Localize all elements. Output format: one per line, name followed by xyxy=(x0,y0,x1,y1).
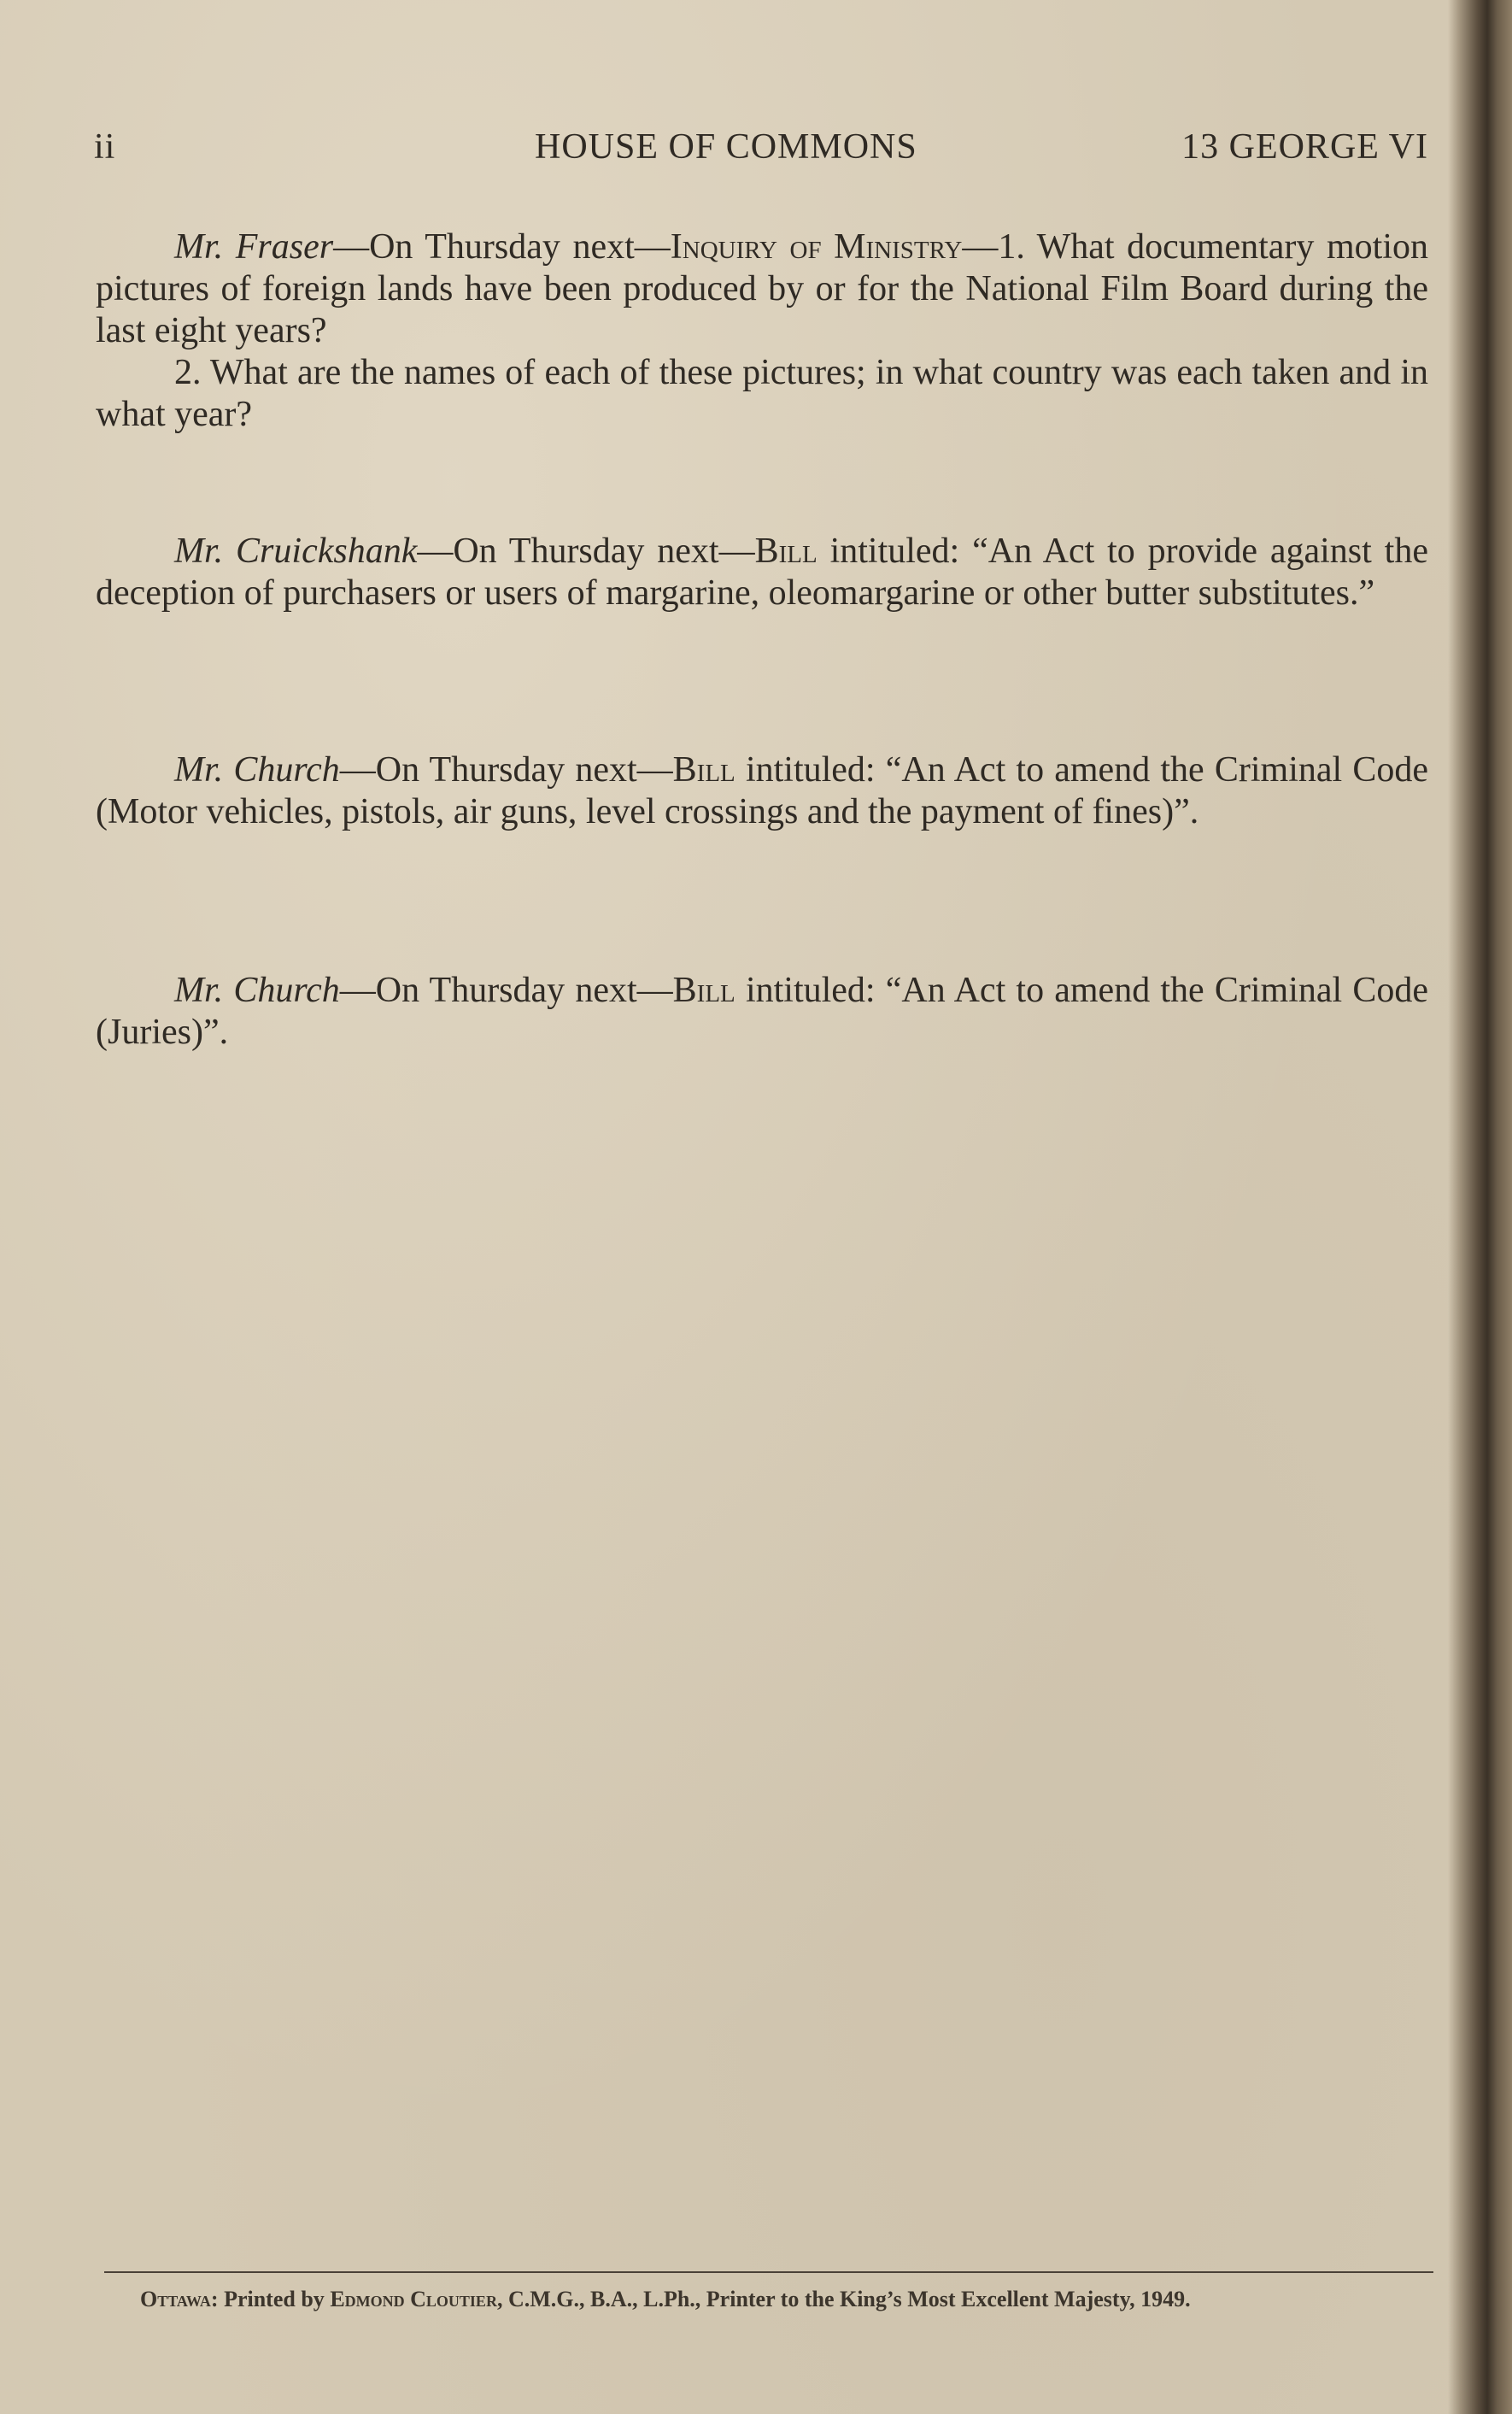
notice-text: intituled: “An Act to provide against the deception of purchasers or users of margarine, oleomargarine or other butter substitutes.” xyxy=(96,532,1428,613)
page-number: ii xyxy=(94,127,116,167)
notice-kind: Bill xyxy=(672,971,735,1010)
notice-entry xyxy=(96,226,1428,436)
notice-entry xyxy=(96,531,1428,614)
notice-entry xyxy=(96,970,1428,1054)
printer-imprint xyxy=(140,2287,1404,2312)
regnal-year: 13 GEORGE VI xyxy=(1181,127,1428,167)
member-name: Mr. Church xyxy=(174,750,340,790)
member-name: Mr. Fraser xyxy=(174,227,334,267)
notice-kind: Bill xyxy=(672,750,735,790)
notice-paragraph xyxy=(96,352,1428,436)
member-name: Mr. Cruickshank xyxy=(174,532,418,571)
notice-text: 2. What are the names of each of these pictures; in what country was each taken and in what year? xyxy=(96,353,1428,434)
running-header xyxy=(94,126,1428,178)
notice-paragraph xyxy=(96,531,1428,614)
imprint-connector: : Printed by xyxy=(210,2287,331,2311)
notice-paragraph xyxy=(96,226,1428,352)
notice-entry xyxy=(96,749,1428,833)
notice-timing: —On Thursday next— xyxy=(339,971,673,1010)
member-name: Mr. Church xyxy=(174,971,340,1010)
imprint-printer: Edmond Cloutier xyxy=(330,2287,497,2311)
notice-paragraph xyxy=(96,970,1428,1054)
page-title: HOUSE OF COMMONS xyxy=(535,127,917,167)
notice-timing: —On Thursday next— xyxy=(339,750,673,790)
imprint-place: Ottawa xyxy=(140,2287,211,2311)
notice-timing: —On Thursday next— xyxy=(333,227,671,267)
notice-timing: —On Thursday next— xyxy=(417,532,755,571)
notice-kind: Bill xyxy=(754,532,818,571)
notice-text: intituled: “An Act to amend the Criminal Code (Juries)”. xyxy=(96,971,1428,1052)
binding-edge xyxy=(1448,0,1512,2414)
notice-kind: Inquiry of Ministry xyxy=(670,227,963,267)
notice-text: intituled: “An Act to amend the Criminal Code (Motor vehicles, pistols, air guns, level crossings and the payment of fines)”. xyxy=(96,750,1428,831)
notice-text: —1. What documentary motion pictures of foreign lands have been produced by or for the National Film Board during the last eight years? xyxy=(96,227,1429,350)
footer-rule xyxy=(104,2271,1433,2273)
notice-paragraph xyxy=(96,749,1428,833)
imprint-details: , C.M.G., B.A., L.Ph., Printer to the King’s Most Excellent Majesty, 1949. xyxy=(496,2287,1191,2311)
